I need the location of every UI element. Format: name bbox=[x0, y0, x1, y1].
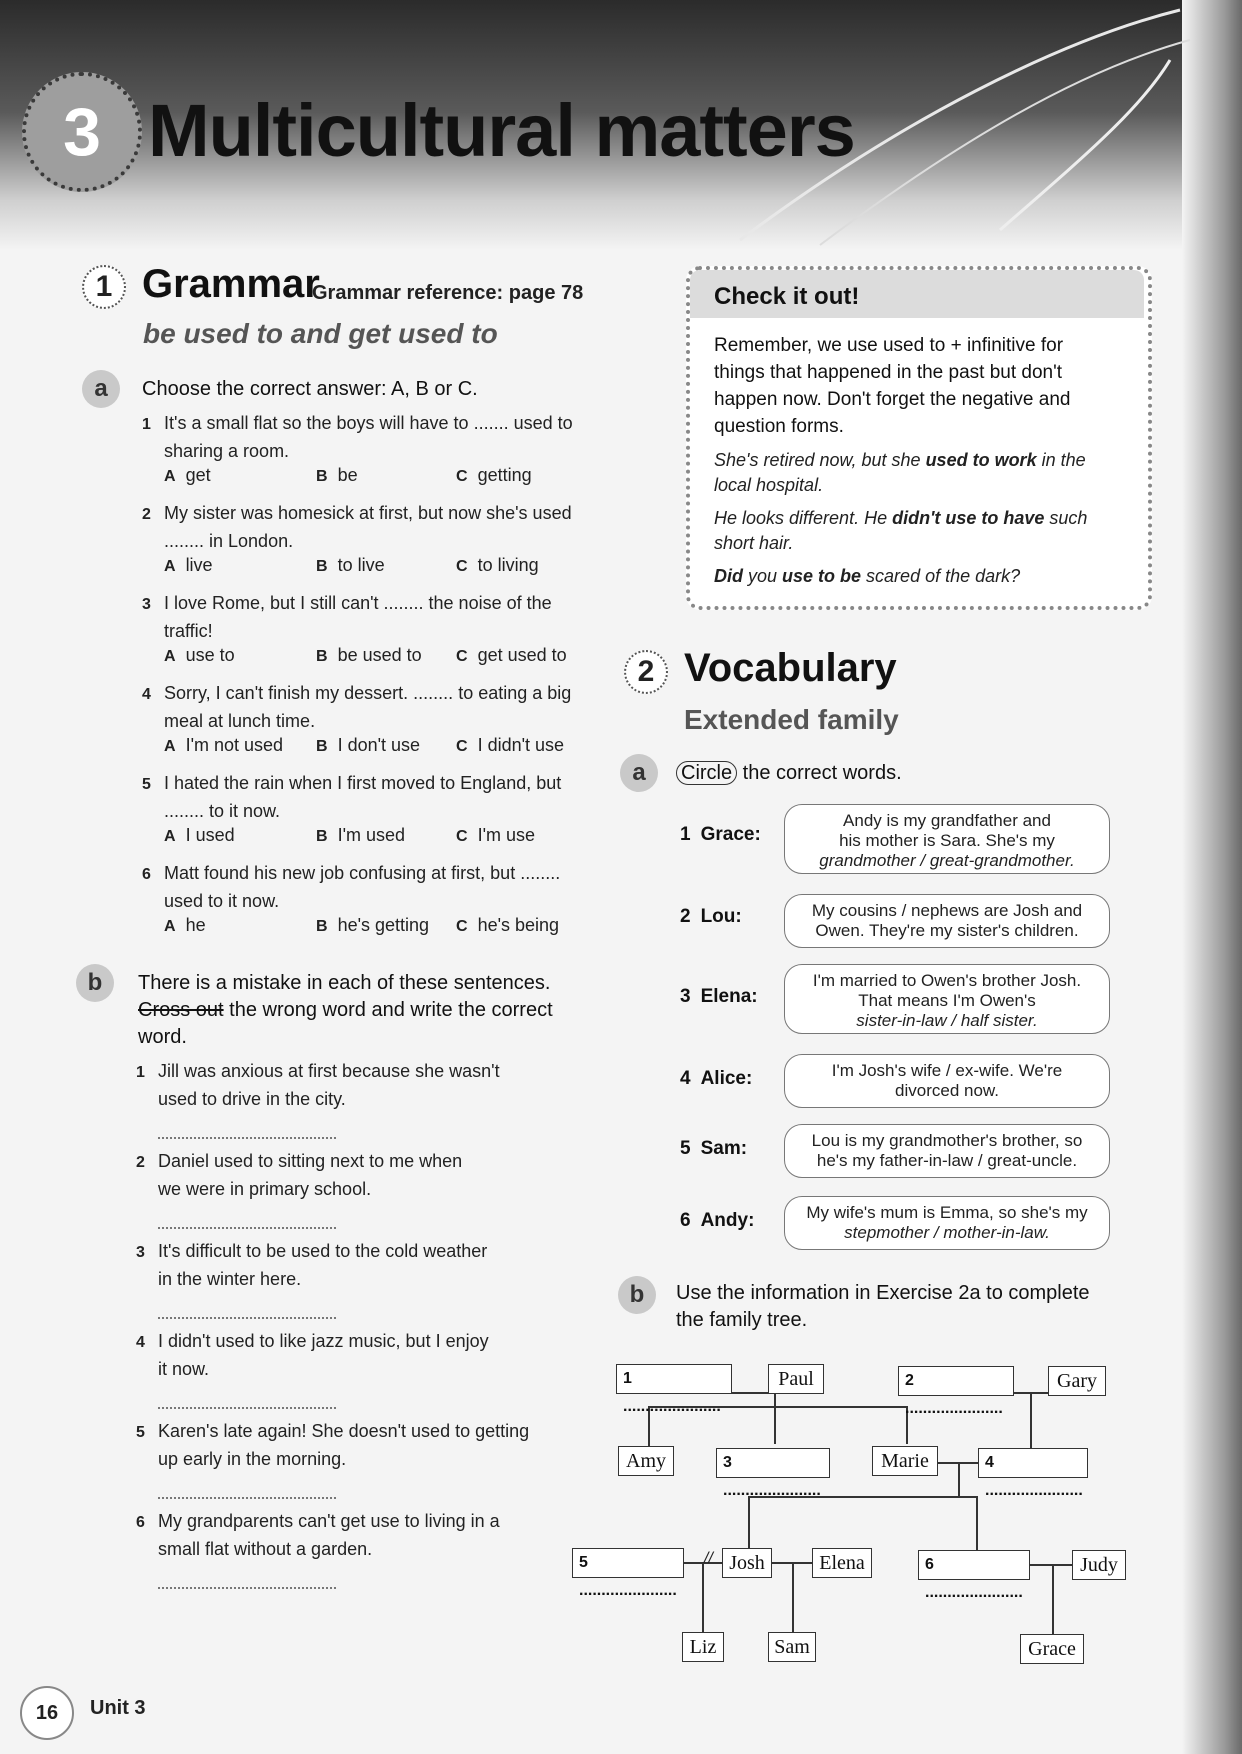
question-text: meal at lunch time. bbox=[164, 711, 316, 731]
speech-item: 3 Elena: I'm married to Owen's brother Josh. That means I'm Owen's sister-in-law / half sister. bbox=[680, 964, 1110, 1036]
tree-node-elena: Elena bbox=[812, 1548, 872, 1578]
question-item bbox=[142, 680, 582, 770]
question-number: 2 bbox=[142, 506, 151, 523]
page-gutter-shadow bbox=[1182, 0, 1242, 1754]
correction-item: 1 Jill was anxious at first because she wasn't used to drive in the city. bbox=[136, 1058, 576, 1148]
grammar-reference: Grammar reference: page 78 bbox=[312, 282, 584, 304]
question-number: 3 bbox=[142, 596, 151, 613]
option-c[interactable]: C I didn't use bbox=[456, 735, 565, 755]
tree-node-paul: Paul bbox=[768, 1364, 824, 1394]
section-number: 2 bbox=[624, 650, 668, 694]
unit-label: Unit 3 bbox=[90, 1697, 146, 1719]
answer-line[interactable] bbox=[158, 1585, 336, 1589]
tree-line bbox=[976, 1496, 978, 1550]
question-text: It's a small flat so the boys will have to ....... used to bbox=[164, 413, 573, 433]
option-b[interactable]: B to live bbox=[316, 555, 385, 575]
question-text: I hated the rain when I first moved to England, but bbox=[164, 773, 562, 793]
question-text: I love Rome, but I still can't ........ the noise of the bbox=[164, 593, 552, 613]
option-c[interactable]: C get used to bbox=[456, 645, 567, 665]
page-title: Multicultural matters bbox=[148, 89, 855, 172]
tree-node-liz: Liz bbox=[682, 1632, 724, 1662]
correction-item: 3 It's difficult to be used to the cold weather in the winter here. bbox=[136, 1238, 576, 1328]
option-c[interactable]: C to living bbox=[456, 555, 539, 575]
question-text: ........ to it now. bbox=[164, 801, 281, 821]
option-b[interactable]: B I'm used bbox=[316, 825, 406, 845]
speech-item: 6 Andy: My wife's mum is Emma, so she's my stepmother / mother-in-law. bbox=[680, 1196, 1110, 1252]
question-item bbox=[142, 410, 582, 500]
correction-list bbox=[136, 1058, 576, 1598]
answer-line[interactable] bbox=[158, 1405, 336, 1409]
exercise-badge: b bbox=[76, 964, 114, 1002]
question-text: sharing a room. bbox=[164, 441, 290, 461]
tree-node-marie: Marie bbox=[872, 1446, 938, 1476]
check-it-out-title: Check it out! bbox=[714, 283, 860, 310]
tree-node-amy: Amy bbox=[618, 1446, 674, 1476]
question-number: 5 bbox=[142, 776, 151, 793]
exercise-instruction: Choose the correct answer: A, B or C. bbox=[142, 378, 478, 400]
tree-blank-6[interactable]: 6 ...................... bbox=[918, 1550, 1030, 1580]
correction-item: 2 Daniel used to sitting next to me when we were in primary school. bbox=[136, 1148, 576, 1238]
question-item bbox=[142, 860, 582, 950]
question-item bbox=[142, 590, 582, 680]
tree-line bbox=[792, 1562, 794, 1634]
tree-line bbox=[958, 1462, 960, 1496]
question-item bbox=[142, 500, 582, 590]
speech-bubble[interactable]: I'm Josh's wife / ex-wife. We're divorced now. bbox=[784, 1054, 1110, 1108]
option-b[interactable]: B I don't use bbox=[316, 735, 421, 755]
option-a[interactable]: A I used bbox=[164, 825, 235, 845]
tree-blank-4[interactable]: 4 ...................... bbox=[978, 1448, 1088, 1478]
option-a[interactable]: A he bbox=[164, 915, 206, 935]
answer-line[interactable] bbox=[158, 1225, 336, 1229]
question-text: ........ in London. bbox=[164, 531, 294, 551]
option-a[interactable]: A use to bbox=[164, 645, 235, 665]
tree-blank-2[interactable]: 2 ...................... bbox=[898, 1366, 1014, 1396]
question-item bbox=[142, 770, 582, 860]
speech-item: 5 Sam: Lou is my grandmother's brother, so he's my father-in-law / great-uncle. bbox=[680, 1124, 1110, 1180]
speech-bubble[interactable]: I'm married to Owen's brother Josh. That means I'm Owen's sister-in-law / half sister. bbox=[784, 964, 1110, 1034]
speech-bubble[interactable]: My wife's mum is Emma, so she's my stepmother / mother-in-law. bbox=[784, 1196, 1110, 1250]
option-b[interactable]: B he's getting bbox=[316, 915, 430, 935]
tree-line bbox=[702, 1562, 704, 1634]
vocab-topic: Extended family bbox=[684, 704, 899, 735]
tree-line bbox=[774, 1392, 776, 1444]
correction-item: 4 I didn't used to like jazz music, but I enjoy it now. bbox=[136, 1328, 576, 1418]
question-number: 6 bbox=[142, 866, 151, 883]
correction-item: 6 My grandparents can't get use to living in a small flat without a garden. bbox=[136, 1508, 576, 1598]
tree-line bbox=[1052, 1564, 1054, 1636]
tree-node-josh: Josh bbox=[722, 1548, 772, 1578]
option-c[interactable]: C getting bbox=[456, 465, 532, 485]
answer-line[interactable] bbox=[158, 1315, 336, 1319]
speech-bubble[interactable]: My cousins / nephews are Josh and Owen. They're my sister's children. bbox=[784, 894, 1110, 948]
exercise-instruction: There is a mistake in each of these sentences. Cross out the wrong word and write the correct word. bbox=[138, 972, 553, 1048]
option-a[interactable]: A live bbox=[164, 555, 213, 575]
answer-line[interactable] bbox=[158, 1495, 336, 1499]
question-text: traffic! bbox=[164, 621, 213, 641]
tree-blank-1[interactable]: 1 ...................... bbox=[616, 1364, 732, 1394]
speech-item: 1 Grace: Andy is my grandfather and his mother is Sara. She's my grandmother / great-grandmother. bbox=[680, 804, 1110, 876]
option-c[interactable]: C I'm use bbox=[456, 825, 536, 845]
option-a[interactable]: A I'm not used bbox=[164, 735, 284, 755]
question-text: Sorry, I can't finish my dessert. ........ to eating a big bbox=[164, 683, 572, 703]
check-it-out-body: Remember, we use used to + infinitive for things that happened in the past but don't happen now. Don't forget the negative and question forms. She's retired now, but she used to work in the local hospital. He looks different. He didn't use to have such short hair. Did you use to be scared of the dark? bbox=[714, 335, 1088, 586]
exercise-instruction: Circle the correct words. bbox=[676, 760, 902, 787]
question-text: used to it now. bbox=[164, 891, 280, 911]
section-title: Grammar bbox=[142, 262, 320, 306]
tree-node-gary: Gary bbox=[1048, 1366, 1106, 1396]
section-title: Vocabulary bbox=[684, 646, 897, 690]
speech-item: 2 Lou: My cousins / nephews are Josh and Owen. They're my sister's children. bbox=[680, 894, 1110, 950]
divorce-mark: // bbox=[704, 1550, 713, 1567]
tree-node-judy: Judy bbox=[1072, 1550, 1126, 1580]
tree-node-grace: Grace bbox=[1020, 1634, 1084, 1664]
speech-item: 4 Alice: I'm Josh's wife / ex-wife. We're divorced now. bbox=[680, 1054, 1110, 1110]
exercise-badge: a bbox=[620, 754, 658, 792]
speech-bubble[interactable]: Andy is my grandfather and his mother is Sara. She's my grandmother / great-grandmother. bbox=[784, 804, 1110, 874]
exercise-instruction: Use the information in Exercise 2a to complete the family tree. bbox=[676, 1282, 1090, 1331]
grammar-topic: be used to and get used to bbox=[143, 318, 498, 349]
section-number: 1 bbox=[82, 265, 126, 309]
option-b[interactable]: B be bbox=[316, 465, 358, 485]
question-text: My sister was homesick at first, but now she's used bbox=[164, 503, 572, 523]
option-b[interactable]: B be used to bbox=[316, 645, 422, 665]
speech-bubble[interactable]: Lou is my grandmother's brother, so he's my father-in-law / great-uncle. bbox=[784, 1124, 1110, 1178]
option-c[interactable]: C he's being bbox=[456, 915, 560, 935]
question-text: Matt found his new job confusing at first, but ........ bbox=[164, 863, 561, 883]
page-number: 16 bbox=[20, 1686, 74, 1740]
tree-blank-3[interactable]: 3 ...................... bbox=[716, 1448, 830, 1478]
correction-item: 5 Karen's late again! She doesn't used to getting up early in the morning. bbox=[136, 1418, 576, 1508]
question-number: 1 bbox=[142, 416, 151, 433]
grammar-question-list bbox=[142, 410, 582, 950]
unit-number-badge: 3 bbox=[22, 72, 142, 192]
tree-line bbox=[1030, 1392, 1032, 1448]
answer-line[interactable] bbox=[158, 1135, 336, 1139]
exercise-badge: a bbox=[82, 370, 120, 408]
exercise-badge: b bbox=[618, 1276, 656, 1314]
tree-node-sam: Sam bbox=[768, 1632, 816, 1662]
question-number: 4 bbox=[142, 686, 151, 703]
tree-blank-5[interactable]: 5 ...................... bbox=[572, 1548, 684, 1578]
option-a[interactable]: A get bbox=[164, 465, 211, 485]
